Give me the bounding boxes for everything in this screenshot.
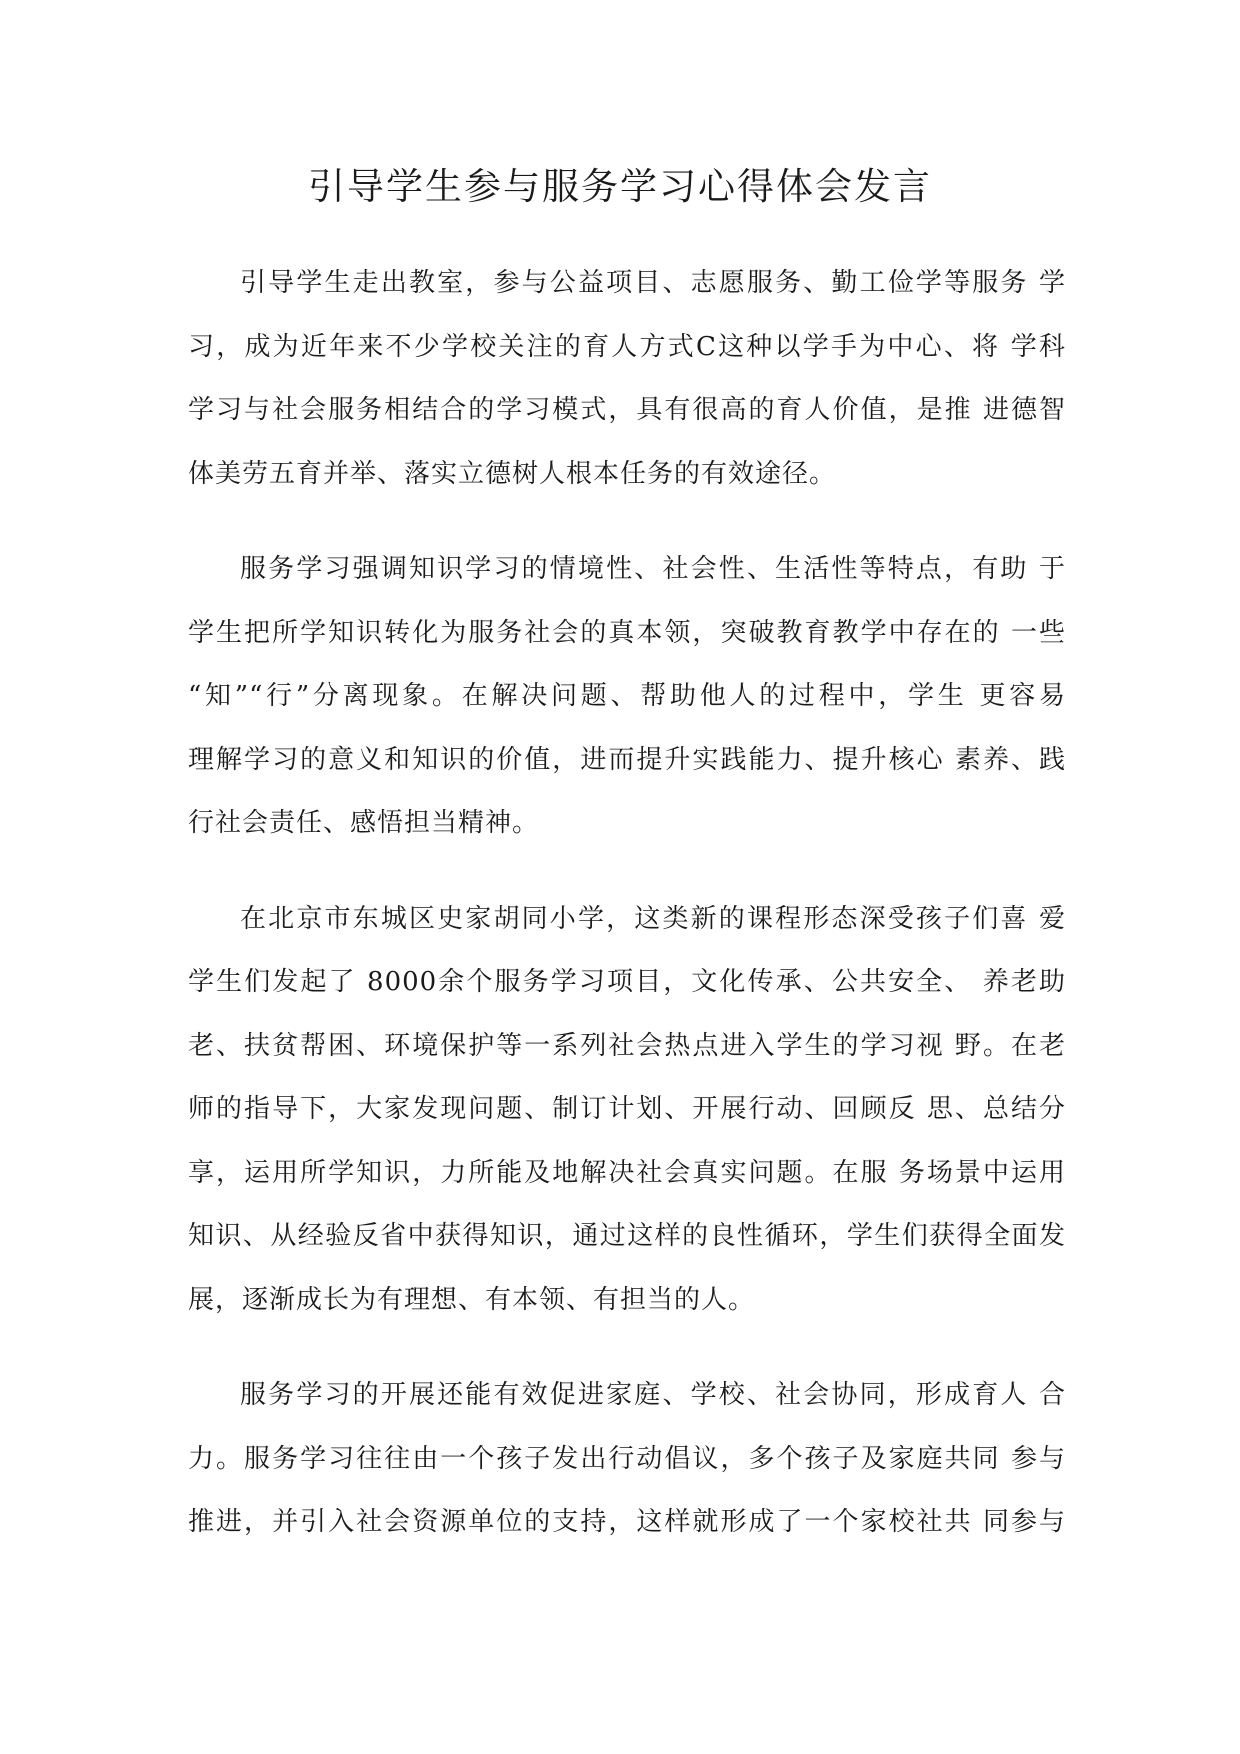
text-line: 学生们发起了 8000余个服务学习项目，文化传承、公共安全、 养老助 xyxy=(188,967,1066,997)
document-body xyxy=(188,252,1066,1587)
text-line: 学生把所学知识转化为服务社会的真本领，突破教育教学中存在的 一些 xyxy=(188,617,1066,648)
document-title: 引导学生参与服务学习心得体会发言 xyxy=(308,165,932,208)
text-line: 老、扶贫帮困、环境保护等一系列社会热点进入学生的学习视 野。在老 xyxy=(188,1030,1066,1061)
text-line: 知识、从经验反省中获得知识，通过这样的良性循环，学生们获得全面发 xyxy=(188,1221,1066,1251)
paragraph xyxy=(188,538,1066,856)
text-line: 推进，并引入社会资源单位的支持，这样就形成了一个家校社共 同参与 xyxy=(188,1507,1066,1537)
text-line: 习，成为近年来不少学校关注的育人方式C这种以学手为中心、将 学科 xyxy=(188,331,1066,362)
text-line: 引导学生走出教室，参与公益项目、志愿服务、勤工俭学等服务 学 xyxy=(240,268,1066,298)
text-line: 学习与社会服务相结合的学习模式，具有很高的育人价值，是推 进德智 xyxy=(188,395,1066,425)
paragraph xyxy=(188,252,1066,506)
text-line: 在北京市东城区史家胡同小学，这类新的课程形态深受孩子们喜 爱 xyxy=(240,903,1066,934)
text-line: 行社会责任、感悟担当精神。 xyxy=(188,808,540,838)
text-line: 服务学习的开展还能有效促进家庭、学校、社会协同，形成育人 合 xyxy=(240,1380,1066,1410)
text-line: 服务学习强调知识学习的情境性、社会性、生活性等特点，有助 于 xyxy=(240,554,1066,584)
text-line: 师的指导下，大家发现问题、制订计划、开展行动、回顾反 思、总结分 xyxy=(188,1094,1066,1124)
paragraph xyxy=(188,1364,1066,1555)
paragraph xyxy=(188,888,1066,1333)
text-line: “知”“行”分离现象。在解决问题、帮助他人的过程中，学生 更容易 xyxy=(188,681,1066,711)
text-line: 力。服务学习往往由一个孩子发出行动倡议，多个孩子及家庭共同 参与 xyxy=(188,1443,1066,1474)
text-line: 理解学习的意义和知识的价值，进而提升实践能力、提升核心 素养、践 xyxy=(188,744,1066,775)
text-line: 享，运用所学知识，力所能及地解决社会真实问题。在服 务场景中运用 xyxy=(188,1157,1066,1188)
text-line: 展，逐渐成长为有理想、有本领、有担当的人。 xyxy=(188,1284,756,1315)
text-line: 体美劳五育并举、落实立德树人根本任务的有效途径。 xyxy=(188,458,837,489)
